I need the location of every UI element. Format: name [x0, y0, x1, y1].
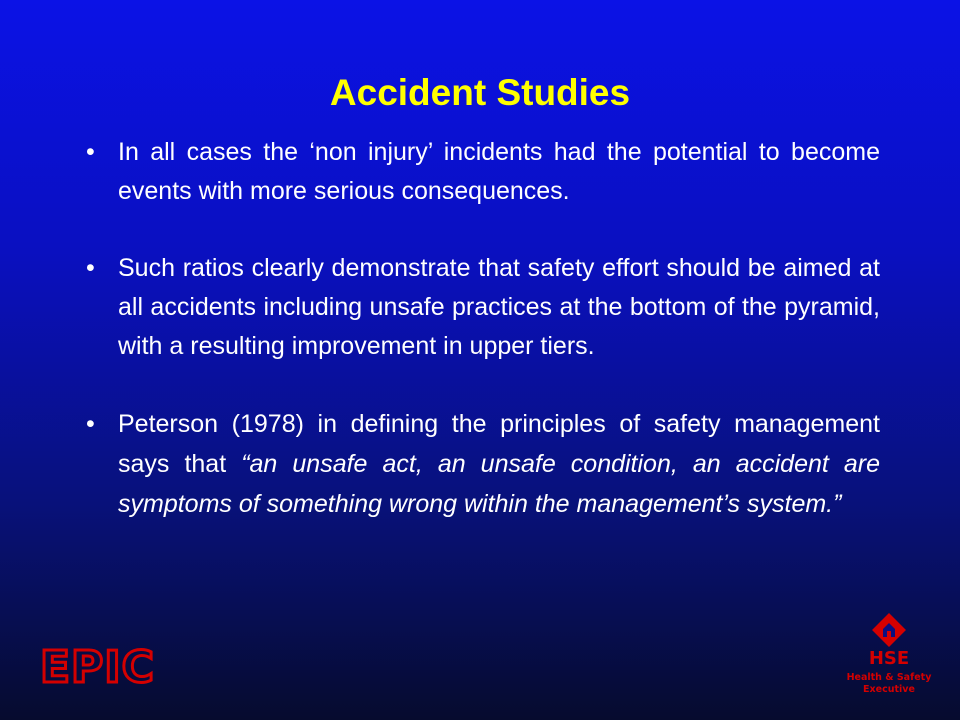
hse-abbr: HSE: [868, 648, 910, 669]
bullet-text: Peterson (1978) in defining the principles of safety management says that: [118, 410, 880, 478]
bullet-marker: •: [86, 410, 95, 438]
bullet-quote: “an unsafe act, an unsafe condition, an accident are symptoms of something wrong within the management’s system.”: [118, 450, 881, 518]
slide-title: Accident Studies: [329, 72, 631, 113]
bullet-item: [80, 133, 880, 211]
epic-logo: [38, 646, 178, 686]
bullet-item: [80, 249, 880, 366]
hse-line2: Executive: [863, 684, 915, 695]
hse-logo: [838, 612, 940, 696]
bullet-marker: •: [86, 254, 95, 282]
bullet-list: [80, 133, 880, 524]
bullet-item: [80, 404, 880, 524]
bullet-marker: •: [86, 138, 95, 166]
epic-logo-text: EPIC: [40, 646, 155, 686]
hse-emblem-icon: [872, 613, 906, 647]
bullet-text: Such ratios clearly demonstrate that safety effort should be aimed at all accidents including unsafe practices at the bottom of the pyramid, with a resulting improvement in upper tiers.: [118, 254, 880, 360]
hse-line1: Health & Safety: [846, 672, 932, 683]
bullet-text: In all cases the ‘non injury’ incidents had the potential to become events with more serious consequences.: [118, 138, 880, 205]
